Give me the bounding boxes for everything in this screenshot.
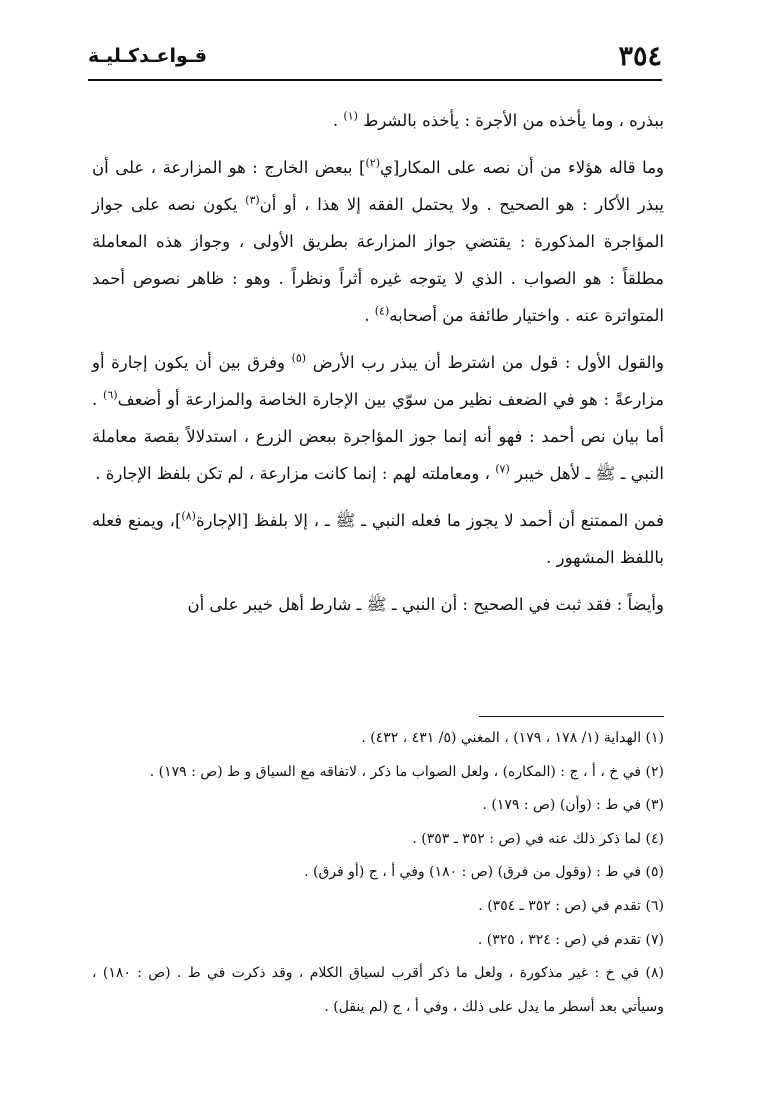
footnote-ref: (٦)	[103, 388, 118, 402]
footnote-6: (٦) تقدم في (ص : ٣٥٢ ـ ٣٥٤) .	[478, 897, 664, 914]
footnote-8: (٨) في خ : غير مذكورة ، ولعل ما ذكر أقرب لسياق الكلام ، وقد ذكرت في ط . (ص : ١٨٠) ، وسيأتي بعد أسطر ما يدل على ذلك ، وفي أ ، ج (لم ينقل) .	[92, 965, 665, 1015]
paragraph-text: ] ببعض الخارج : هو المزارعة ، على أن يبذر الأكار : هو الصحيح . ولا يحتمل الفقه إلا هذا ، أو أن	[92, 158, 665, 214]
footnote-ref: (٧)	[495, 462, 510, 476]
footnotes	[92, 722, 664, 1024]
footnote-7: (٧) تقدم في (ص : ٣٢٤ ، ٣٢٥) .	[477, 931, 664, 948]
footnote-4: (٤) لما ذكر ذلك عنه في (ص : ٣٥٢ ـ ٣٥٣) .	[412, 830, 664, 847]
footnote-ref: (١)	[343, 109, 358, 123]
footnote-2: (٢) في خ ، أ ، ج : (المكاره) ، ولعل الصواب ما ذكر ، لاتفاقه مع السياق و ط (ص : ١٧٩) .	[149, 763, 664, 780]
footnote-ref: (٨)	[181, 509, 196, 523]
paragraph-text: يكون نصه على جواز المؤاجرة المذكورة : يقتضي جواز المزارعة بطريق الأولى ، وجواز هذه المعاملة مطلقاً : هو الصواب . الذي لا يتوجه غيره أثراً ونظراً . وهو : ظاهر نصوص أحمد المتواترة عنه . واختيار طائفة من أصحابه	[92, 195, 664, 325]
paragraph-text: . أما بيان نص أحمد : فهو أنه إنما جوز المؤاجرة ببعض الزرع ، استدلالاً بقصة معاملة النبي ـ ﷺ ـ لأهل خيبر	[92, 390, 664, 483]
paragraph-text: وأيضاً : فقد ثبت في الصحيح : أن النبي ـ ﷺ ـ شارط أهل خيبر على أن	[187, 595, 664, 614]
paragraph-end: .	[332, 111, 339, 130]
paragraph-text: فمن الممتنع أن أحمد لا يجوز ما فعله النبي ـ ﷺ ـ ، إلا بلفظ [الإجارة	[195, 511, 664, 530]
footnote-ref: (٣)	[245, 193, 260, 207]
footnote-ref: (٢)	[365, 156, 380, 170]
paragraph-end: .	[364, 306, 370, 325]
page-number: ٣٥٤	[618, 40, 662, 72]
paragraph-3	[92, 344, 664, 492]
main-text	[92, 102, 664, 623]
paragraph-2	[92, 149, 664, 334]
footnote-rule	[479, 716, 664, 717]
footnote-5: (٥) في ط : (وقول من فرق) (ص : ١٨٠) وفي أ ، ج (أو فرق) .	[304, 864, 664, 881]
footnote-3: (٣) في ط : (وأن) (ص : ١٧٩) .	[482, 797, 664, 814]
paragraph-4	[92, 502, 664, 576]
running-title: قـواعـدكـليـة	[88, 45, 207, 67]
paragraph-5	[92, 586, 664, 623]
page-header	[88, 36, 662, 76]
paragraph-text: ]، ويمنع فعله باللفظ المشهور .	[92, 511, 664, 567]
paragraph-text: وفرق بين أن يكون إجارة أو مزارعةً : هو في الضعف نظير من سوّي بين الإجارة الخاصة والمزارعة أو أضعف	[92, 353, 664, 409]
paragraph-text: والقول الأول : قول من اشترط أن يبذر رب الأرض	[312, 353, 664, 372]
footnote-ref: (٤)	[374, 304, 390, 318]
header-rule	[88, 79, 662, 81]
paragraph-text: وما قاله هؤلاء من أن نصه على المكار[ي	[379, 158, 665, 177]
footnote-ref: (٥)	[291, 351, 307, 365]
paragraph-text: ببذره ، وما يأخذه من الأجرة : يأخذه بالشرط	[363, 111, 664, 130]
footnote-1: (١) الهداية (١/ ١٧٨ ، ١٧٩) ، المغني (٥/ ٤٣١ ، ٤٣٢) .	[361, 730, 664, 746]
paragraph-text: ، ومعاملته لهم : إنما كانت مزارعة ، لم تكن بلفظ الإجارة .	[95, 464, 490, 483]
paragraph-1	[92, 102, 664, 139]
